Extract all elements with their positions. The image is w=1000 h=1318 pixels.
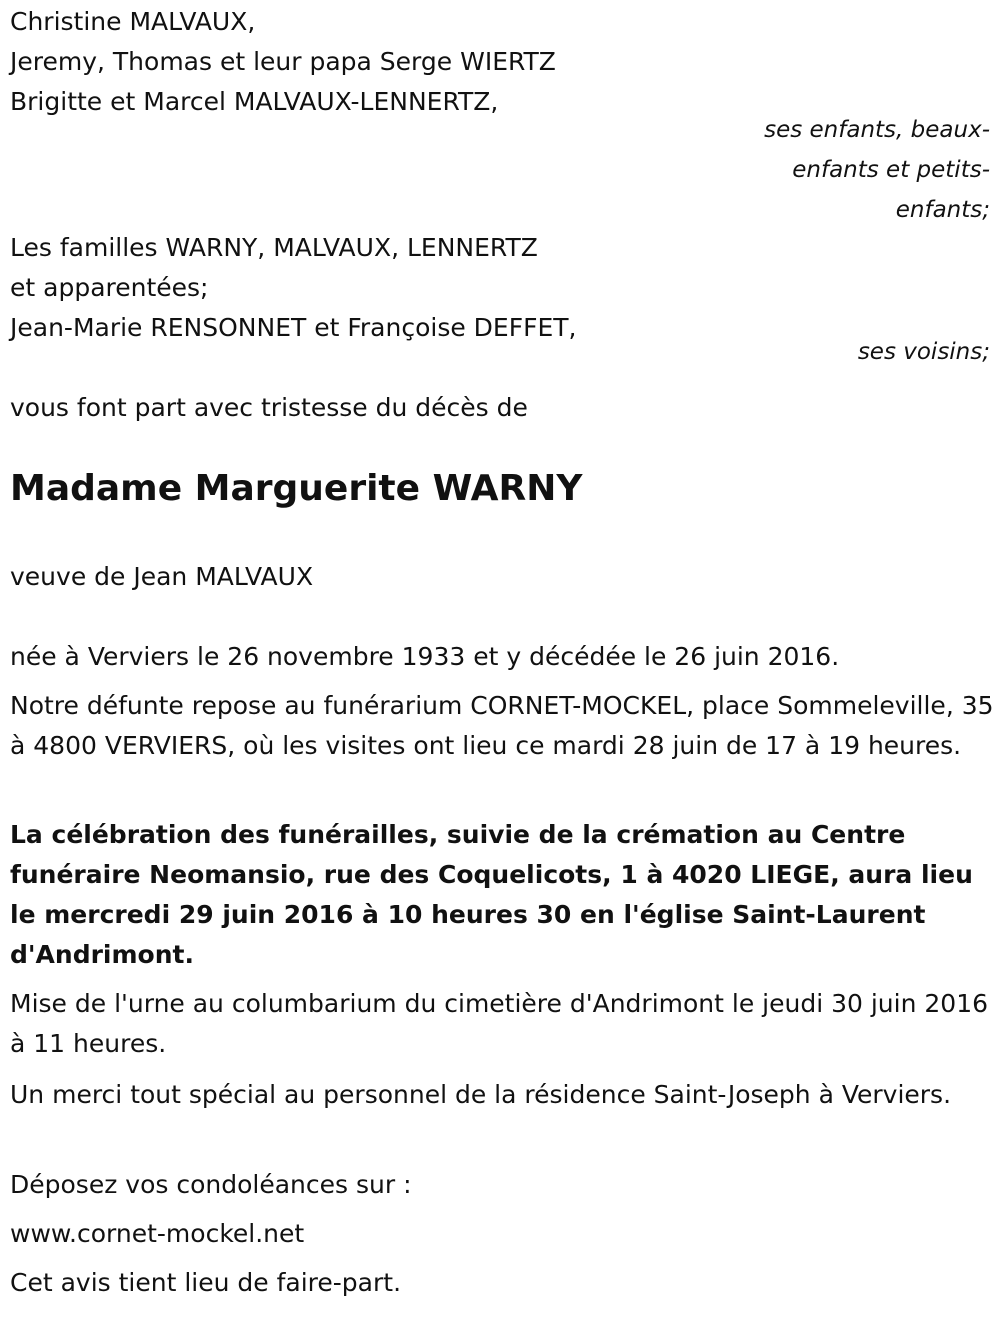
website-link[interactable]: www.cornet-mockel.net — [10, 1219, 305, 1248]
birth-death: née à Verviers le 26 novembre 1933 et y décédée le 26 juin 2016. — [10, 642, 840, 671]
others-line-3: Jean-Marie RENSONNET et Françoise DEFFET, — [10, 313, 577, 342]
family-line-2: Jeremy, Thomas et leur papa Serge WIERTZ — [10, 47, 556, 76]
family-line-3: Brigitte et Marcel MALVAUX-LENNERTZ, — [10, 87, 499, 116]
urn-paragraph: Mise de l'urne au columbarium du cimetière d'Andrimont le jeudi 30 juin 2016 à 11 heures. — [10, 989, 989, 1058]
family-role-line-3: enfants; — [895, 197, 990, 223]
widow-of: veuve de Jean MALVAUX — [10, 562, 314, 591]
family-line-1: Christine MALVAUX, — [10, 7, 256, 36]
others-block — [10, 228, 990, 348]
announcement: vous font part avec tristesse du décès de — [10, 393, 528, 422]
thanks-paragraph: Un merci tout spécial au personnel de la résidence Saint-Joseph à Verviers. — [10, 1080, 952, 1109]
closing-note: Cet avis tient lieu de faire-part. — [10, 1268, 402, 1297]
deceased-name: Madame Marguerite WARNY — [10, 468, 583, 509]
others-line-2: et apparentées; — [10, 273, 209, 302]
family-role — [10, 110, 990, 230]
others-line-1: Les familles WARNY, MALVAUX, LENNERTZ — [10, 233, 538, 262]
repose-paragraph: Notre défunte repose au funérarium CORNET-MOCKEL, place Sommeleville, 35 à 4800 VERVIERS, où les visites ont lieu ce mardi 28 juin de 17 à 19 heures. — [10, 691, 994, 760]
neighbours-role: ses voisins; — [857, 339, 990, 365]
family-role-line-1: ses enfants, beaux- — [764, 117, 990, 143]
family-role-line-2: enfants et petits- — [792, 157, 990, 183]
condolences-label: Déposez vos condoléances sur : — [10, 1170, 412, 1199]
family-block — [10, 2, 990, 122]
ceremony-paragraph: La célébration des funérailles, suivie de la crémation au Centre funéraire Neomansio, rue des Coquelicots, 1 à 4020 LIEGE, aura lieu le mercredi 29 juin 2016 à 10 heures 30 en l'église Saint-Laurent d'Andrimont. — [10, 820, 973, 969]
